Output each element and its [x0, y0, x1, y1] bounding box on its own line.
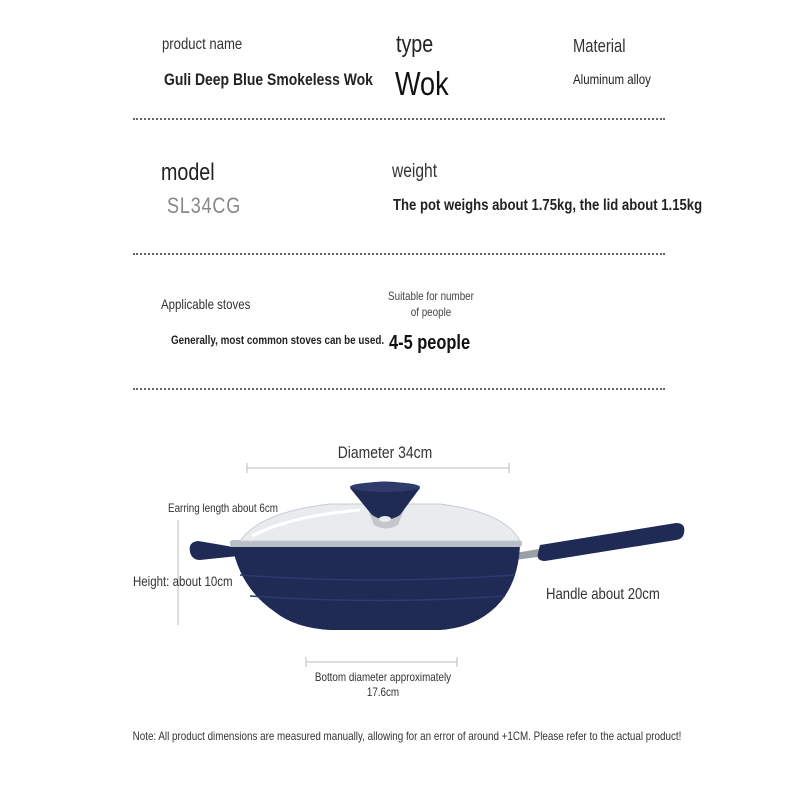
note: Note: All product dimensions are measured manually, allowing for an error of around +1CM. Please refer to the actual product!: [132, 729, 682, 743]
handle-label: Handle about 20cm: [546, 586, 660, 603]
people-value: 4-5 people: [389, 332, 471, 354]
material-label: Material: [573, 36, 626, 56]
product-name-value: Guli Deep Blue Smokeless Wok: [164, 70, 373, 89]
stoves-value: Generally, most common stoves can be used.: [171, 333, 385, 347]
handle: [538, 523, 685, 561]
type-label: type: [396, 31, 434, 58]
people-label-line1: Suitable for number: [388, 289, 474, 303]
earring-label: Earring length about 6cm: [168, 501, 278, 515]
diameter-label: Diameter 34cm: [337, 443, 433, 462]
bottom-diameter-line2: 17.6cm: [366, 685, 400, 699]
model-label: model: [161, 159, 215, 186]
height-label: Height: about 10cm: [133, 573, 233, 589]
wok-body: [232, 545, 520, 630]
weight-value: The pot weighs about 1.75kg, the lid about 1.15kg: [393, 197, 703, 214]
bottom-diameter-line1: Bottom diameter approximately: [314, 670, 452, 684]
people-label-line2: of people: [410, 305, 452, 319]
product-name-label: product name: [162, 36, 243, 53]
material-value: Aluminum alloy: [573, 71, 651, 87]
weight-label: weight: [392, 161, 438, 182]
model-value: SL34CG: [167, 193, 242, 218]
stoves-label: Applicable stoves: [161, 296, 251, 312]
type-value: Wok: [395, 65, 449, 102]
